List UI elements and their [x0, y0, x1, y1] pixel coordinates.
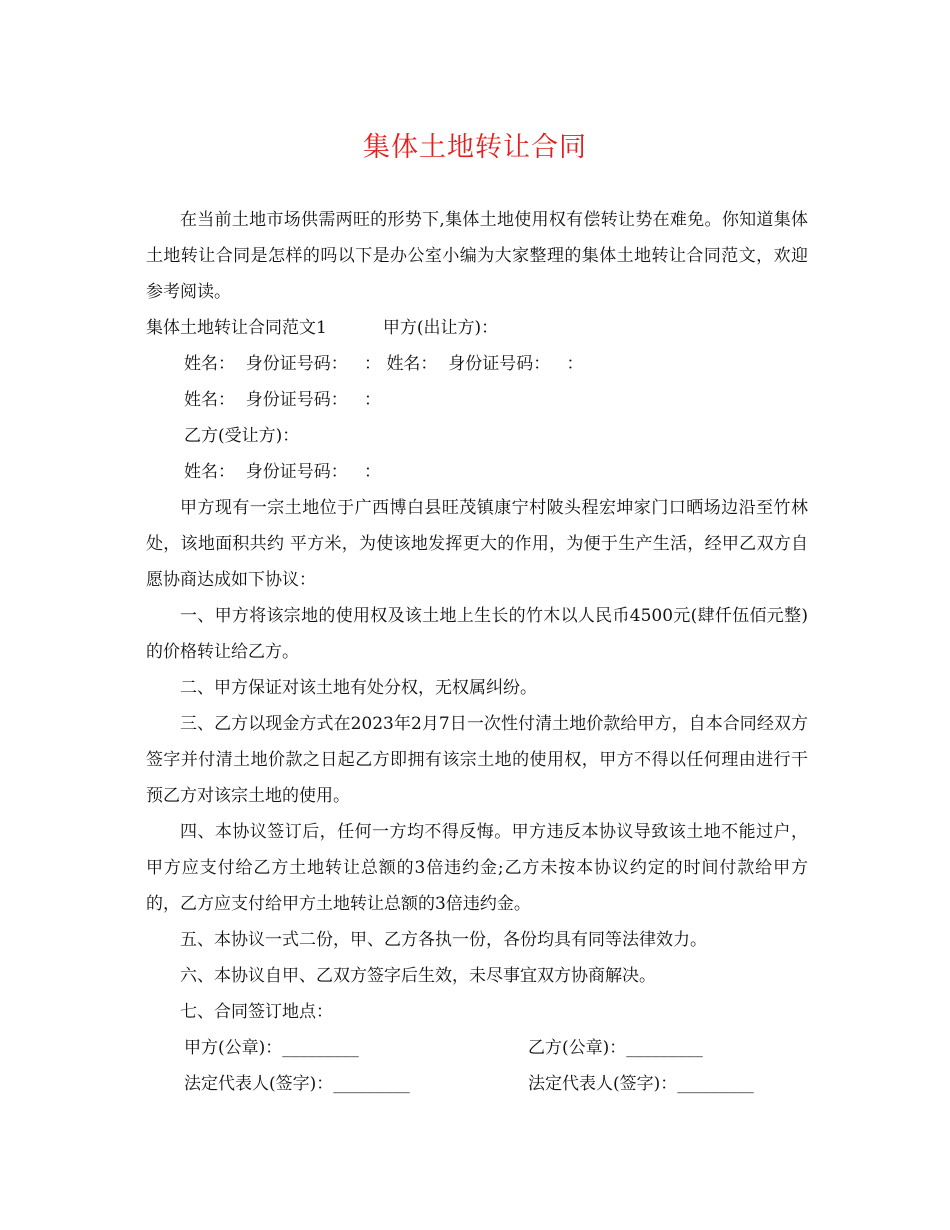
document-title: 集体土地转让合同 — [363, 132, 587, 163]
party-b-row-1: 姓名： 身份证号码： ： — [184, 462, 382, 482]
clause-1: 一、甲方将该宗地的使用权及该土地上生长的竹木以人民币4500元(肆仟伍佰元整)的价格转让给乙方。 — [146, 606, 808, 662]
clause-7: 七、合同签订地点： — [180, 1002, 333, 1022]
party-a-id-field-2: 姓名： 身份证号码： ： — [386, 354, 584, 374]
party-a-representative-field: 法定代表人(签字)：_________ — [184, 1074, 410, 1094]
intro-paragraph: 在当前土地市场供需两旺的形势下,集体土地使用权有偿转让势在难免。你知道集体土地转让合同是怎样的吗以下是办公室小编为大家整理的集体土地转让合同范文，欢迎参考阅读。 — [146, 210, 808, 302]
party-a-label: 甲方(出让方)： — [382, 318, 499, 338]
party-a-seal-field: 甲方(公章)：_________ — [184, 1038, 359, 1058]
signature-row-representative — [146, 1066, 808, 1102]
clause-5: 五、本协议一式二份，甲、乙方各执一份，各份均具有同等法律效力。 — [180, 930, 707, 950]
party-b-seal-field: 乙方(公章)：_________ — [528, 1038, 703, 1058]
signature-row-seal — [146, 1030, 808, 1066]
clause-2: 二、甲方保证对该土地有处分权，无权属纠纷。 — [180, 678, 537, 698]
sample-heading: 集体土地转让合同范文1 — [146, 318, 327, 338]
party-a-row-2: 姓名： 身份证号码： ： — [184, 390, 382, 410]
party-a-id-field-1: 姓名： 身份证号码： ： — [184, 354, 382, 374]
clause-4: 四、本协议签订后，任何一方均不得反悔。甲方违反本协议导致该土地不能过户，甲方应支付给乙方土地转让总额的3倍违约金;乙方未按本协议约定的时间付款给甲方的，乙方应支付给甲方土地转让总额的3倍违约金。 — [146, 822, 808, 914]
party-b-label: 乙方(受让方)： — [184, 426, 300, 446]
clause-3: 三、乙方以现金方式在2023年2月7日一次性付清土地价款给甲方，自本合同经双方签字并付清土地价款之日起乙方即拥有该宗土地的使用权，甲方不得以任何理由进行干预乙方对该宗土地的使用。 — [146, 714, 808, 806]
clause-6: 六、本协议自甲、乙双方签字后生效，未尽事宜双方协商解决。 — [180, 966, 656, 986]
preamble-paragraph: 甲方现有一宗土地位于广西博白县旺茂镇康宁村陂头程宏坤家门口晒场边沿至竹林处，该地面积共约 平方米，为使该地发挥更大的作用，为便于生产生活，经甲乙双方自愿协商达成如下协议： — [146, 498, 808, 590]
sample-heading-line — [146, 310, 808, 346]
party-a-row-1 — [146, 346, 808, 382]
party-b-representative-field: 法定代表人(签字)：_________ — [528, 1074, 754, 1094]
document-body — [146, 202, 808, 1102]
